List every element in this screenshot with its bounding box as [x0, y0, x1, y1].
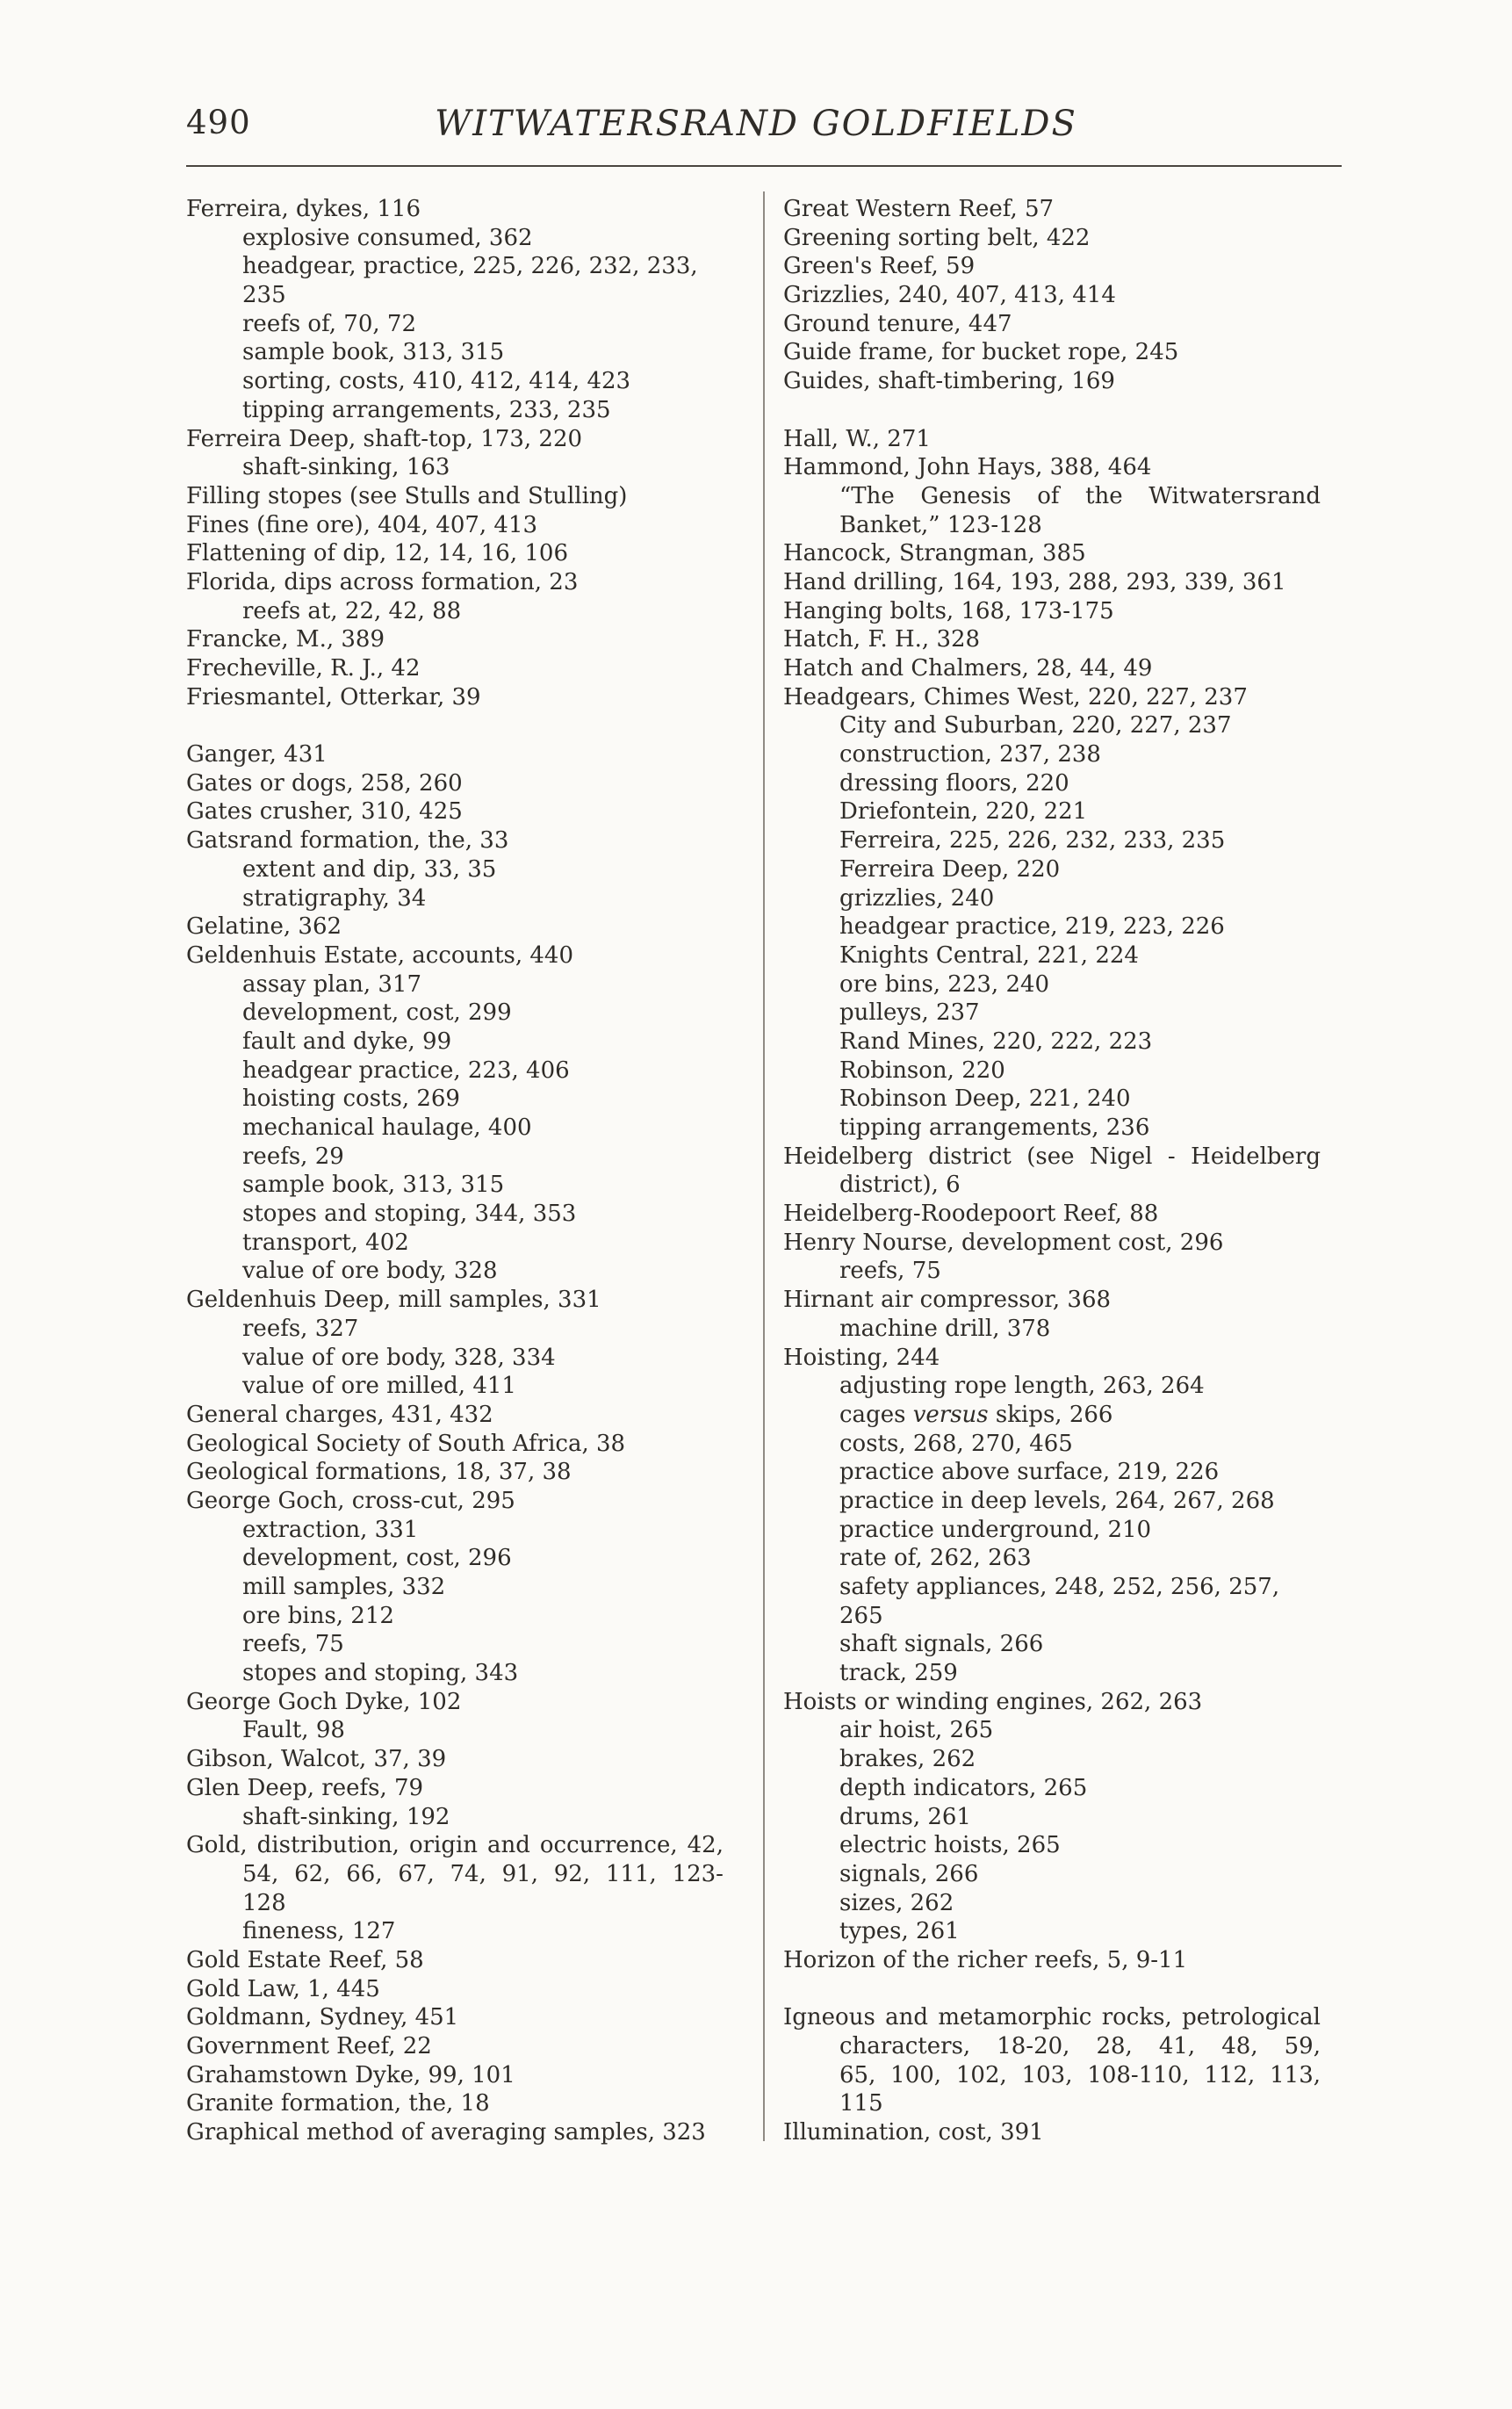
index-subentry: assay plan, 317 [242, 970, 422, 998]
index-subentry: reefs, 75 [242, 1631, 344, 1658]
index-subentry: headgear practice, 219, 223, 226 [839, 913, 1225, 941]
index-subentry: Fault, 98 [242, 1717, 345, 1744]
index-entry: Greening sorting belt, 422 [783, 224, 1091, 251]
index-entry: George Goch, cross-cut, 295 [186, 1487, 515, 1514]
index-entry: Hall, W., 271 [783, 425, 931, 452]
index-subentry: reefs, 327 [242, 1315, 359, 1342]
index-subentry: Ferreira Deep, 220 [839, 855, 1061, 883]
index-entry: Hoisting, 244 [783, 1344, 940, 1371]
index-entry: Ferreira, dykes, 116 [186, 196, 421, 222]
index-entry: Hancock, Strangman, 385 [783, 540, 1086, 567]
index-subentry: Ferreira, 225, 226, 232, 233, 235 [839, 827, 1226, 855]
index-subentry: reefs, 75 [839, 1258, 941, 1285]
index-subentry: practice underground, 210 [839, 1516, 1152, 1543]
index-entry: Gibson, Walcot, 37, 39 [186, 1746, 447, 1773]
index-continuation: 54, 62, 66, 67, 74, 91, 92, 111, 123- [242, 1860, 724, 1887]
index-subentry: stopes and stoping, 343 [242, 1660, 519, 1687]
index-subentry: extraction, 331 [242, 1516, 419, 1543]
running-title: WITWATERSRAND GOLDFIELDS [435, 104, 1077, 144]
index-subentry: rate of, 262, 263 [839, 1545, 1032, 1572]
index-entry: Illumination, cost, 391 [783, 2119, 1044, 2146]
index-entry: Heidelberg district (see Nigel - Heidelberg [783, 1143, 1321, 1170]
column-divider [763, 191, 765, 2141]
index-entry: Great Western Reef, 57 [783, 196, 1055, 222]
index-entry: Friesmantel, Otterkar, 39 [186, 683, 481, 710]
section-gap [186, 711, 724, 740]
index-subentry: mechanical haulage, 400 [242, 1114, 532, 1141]
section-gap [783, 1975, 1321, 2004]
index-entry: Francke, M., 389 [186, 626, 385, 653]
index-subentry: shaft-sinking, 192 [242, 1803, 450, 1830]
index-subentry: mill samples, 332 [242, 1574, 446, 1600]
index-subentry: transport, 402 [242, 1229, 409, 1256]
index-entry: Glen Deep, reefs, 79 [186, 1774, 424, 1801]
index-entry: Geological formations, 18, 37, 38 [186, 1459, 572, 1486]
index-entry: Goldmann, Sydney, 451 [186, 2004, 459, 2031]
index-entry: Hammond, John Hays, 388, 464 [783, 454, 1152, 481]
index-column-left [186, 195, 724, 2147]
index-continuation: 235 [242, 282, 286, 309]
index-subentry: value of ore body, 328, 334 [242, 1344, 556, 1371]
index-entry: Government Reef, 22 [186, 2033, 432, 2060]
index-subentry: electric hoists, 265 [839, 1832, 1061, 1859]
index-subentry: costs, 268, 270, 465 [839, 1430, 1073, 1457]
index-subentry: types, 261 [839, 1918, 960, 1945]
index-entry: Hanging bolts, 168, 173-175 [783, 597, 1114, 624]
index-subentry: extent and dip, 33, 35 [242, 855, 497, 883]
index-subentry: grizzlies, 240 [839, 884, 995, 912]
index-entry: Geldenhuis Estate, accounts, 440 [186, 941, 574, 969]
index-subentry: signals, 266 [839, 1860, 979, 1887]
index-subentry: practice in deep levels, 264, 267, 268 [839, 1487, 1275, 1514]
header-rule [186, 165, 1342, 167]
index-entry: Grizzlies, 240, 407, 413, 414 [783, 282, 1116, 309]
index-entry: Frecheville, R. J., 42 [186, 655, 421, 682]
index-entry: Green's Reef, 59 [783, 253, 976, 280]
index-subentry: practice above surface, 219, 226 [839, 1459, 1220, 1486]
index-subentry: safety appliances, 248, 252, 256, 257, [839, 1574, 1280, 1601]
index-entry: Henry Nourse, development cost, 296 [783, 1229, 1224, 1256]
index-entry: Guides, shaft-timbering, 169 [783, 368, 1115, 395]
index-subentry: sample book, 313, 315 [242, 1172, 505, 1199]
index-subentry: shaft-sinking, 163 [242, 454, 450, 481]
index-subentry: ore bins, 212 [242, 1602, 394, 1629]
index-subentry: Robinson Deep, 221, 240 [839, 1085, 1131, 1113]
index-subentry: development, cost, 296 [242, 1545, 512, 1572]
index-continuation: 128 [242, 1889, 286, 1916]
index-subentry: City and Suburban, 220, 227, 237 [839, 712, 1232, 739]
index-subentry: shaft signals, 266 [839, 1631, 1044, 1658]
index-subentry: sorting, costs, 410, 412, 414, 423 [242, 368, 631, 395]
index-entry: Ground tenure, 447 [783, 310, 1012, 337]
index-subentry: machine drill, 378 [839, 1315, 1051, 1342]
index-entry: Gold Estate Reef, 58 [186, 1946, 424, 1973]
index-subentry: fault and dyke, 99 [242, 1028, 452, 1055]
index-subentry: track, 259 [839, 1660, 958, 1687]
index-entry: Hand drilling, 164, 193, 288, 293, 339, 361 [783, 568, 1286, 595]
index-entry: Headgears, Chimes West, 220, 227, 237 [783, 683, 1248, 710]
index-entry: Hatch, F. H., 328 [783, 626, 981, 653]
index-subentry: “The Genesis of the Witwatersrand [839, 482, 1321, 509]
index-entry: Gelatine, 362 [186, 913, 342, 941]
index-subentry: value of ore body, 328 [242, 1258, 498, 1285]
subentry-italic: versus [912, 1401, 989, 1428]
index-subentry: Robinson, 220 [839, 1057, 1005, 1084]
index-subentry: brakes, 262 [839, 1746, 976, 1773]
index-subentry: stopes and stoping, 344, 353 [242, 1201, 577, 1228]
index-entry: Gold, distribution, origin and occurrence, 42, [186, 1832, 724, 1859]
index-subentry: headgear, practice, 225, 226, 232, 233, [242, 253, 698, 280]
index-subentry: value of ore milled, 411 [242, 1373, 516, 1400]
index-subentry: headgear practice, 223, 406 [242, 1057, 570, 1084]
subentry-text: skips, 266 [995, 1401, 1113, 1428]
index-subentry: explosive consumed, 362 [242, 224, 533, 251]
section-gap [783, 396, 1321, 425]
index-subentry: reefs of, 70, 72 [242, 310, 417, 337]
index-entry: Gold Law, 1, 445 [186, 1975, 380, 2002]
index-subentry: stratigraphy, 34 [242, 884, 427, 912]
index-subentry: tipping arrangements, 233, 235 [242, 396, 611, 423]
index-subentry: sample book, 313, 315 [242, 339, 505, 366]
index-column-right [783, 195, 1321, 2147]
index-entry: Hirnant air compressor, 368 [783, 1287, 1112, 1314]
index-subentry: air hoist, 265 [839, 1717, 994, 1744]
index-subentry: ore bins, 223, 240 [839, 970, 1050, 998]
index-subentry: Rand Mines, 220, 222, 223 [839, 1028, 1153, 1055]
subentry-text: cages [839, 1401, 906, 1428]
index-subentry: fineness, 127 [242, 1918, 396, 1945]
index-continuation: 115 [839, 2090, 883, 2117]
index-subentry: Knights Central, 221, 224 [839, 941, 1139, 969]
index-continuation: 265 [839, 1602, 883, 1629]
index-subentry: adjusting rope length, 263, 264 [839, 1373, 1205, 1400]
index-entry: Filling stopes (see Stulls and Stulling) [186, 482, 628, 509]
index-entry: Ganger, 431 [186, 741, 328, 768]
index-entry: Gates or dogs, 258, 260 [186, 769, 463, 797]
index-entry: George Goch Dyke, 102 [186, 1688, 462, 1715]
index-entry: Heidelberg-Roodepoort Reef, 88 [783, 1201, 1159, 1228]
index-subentry: reefs, 29 [242, 1143, 344, 1170]
page-number: 490 [186, 104, 251, 141]
index-subentry: sizes, 262 [839, 1889, 954, 1916]
index-subentry: drums, 261 [839, 1803, 971, 1830]
index-entry: Gatsrand formation, the, 33 [186, 827, 509, 855]
index-entry: Graphical method of averaging samples, 323 [186, 2119, 706, 2146]
index-subentry: hoisting costs, 269 [242, 1085, 460, 1113]
index-continuation: Banket,” 123-128 [839, 511, 1042, 538]
index-entry: Hoists or winding engines, 262, 263 [783, 1688, 1203, 1715]
index-subentry: Driefontein, 220, 221 [839, 798, 1088, 826]
index-entry: Grahamstown Dyke, 99, 101 [186, 2061, 515, 2088]
index-subentry [783, 1401, 1321, 1430]
index-subentry: depth indicators, 265 [839, 1774, 1088, 1801]
index-subentry: construction, 237, 238 [839, 741, 1101, 768]
index-subentry: dressing floors, 220 [839, 769, 1069, 797]
index-subentry: tipping arrangements, 236 [839, 1114, 1150, 1142]
index-entry: Horizon of the richer reefs, 5, 9-11 [783, 1946, 1188, 1973]
index-entry: Ferreira Deep, shaft-top, 173, 220 [186, 425, 583, 452]
index-entry: General charges, 431, 432 [186, 1401, 493, 1428]
index-continuation: district), 6 [839, 1172, 961, 1199]
index-continuation: characters, 18-20, 28, 41, 48, 59, [839, 2033, 1321, 2060]
index-subentry: development, cost, 299 [242, 999, 512, 1027]
index-entry: Guide frame, for bucket rope, 245 [783, 339, 1179, 366]
index-entry: Fines (fine ore), 404, 407, 413 [186, 511, 538, 538]
index-entry: Geldenhuis Deep, mill samples, 331 [186, 1287, 601, 1314]
index-entry: Igneous and metamorphic rocks, petrological [783, 2004, 1321, 2031]
index-subentry: pulleys, 237 [839, 999, 980, 1027]
index-entry: Gates crusher, 310, 425 [186, 798, 463, 826]
index-entry: Granite formation, the, 18 [186, 2090, 490, 2117]
index-entry: Geological Society of South Africa, 38 [186, 1430, 626, 1457]
index-subentry: reefs at, 22, 42, 88 [242, 597, 462, 624]
index-entry: Florida, dips across formation, 23 [186, 568, 579, 595]
index-continuation: 65, 100, 102, 103, 108-110, 112, 113, [839, 2061, 1321, 2088]
index-entry: Flattening of dip, 12, 14, 16, 106 [186, 540, 568, 567]
index-entry: Hatch and Chalmers, 28, 44, 49 [783, 655, 1153, 682]
